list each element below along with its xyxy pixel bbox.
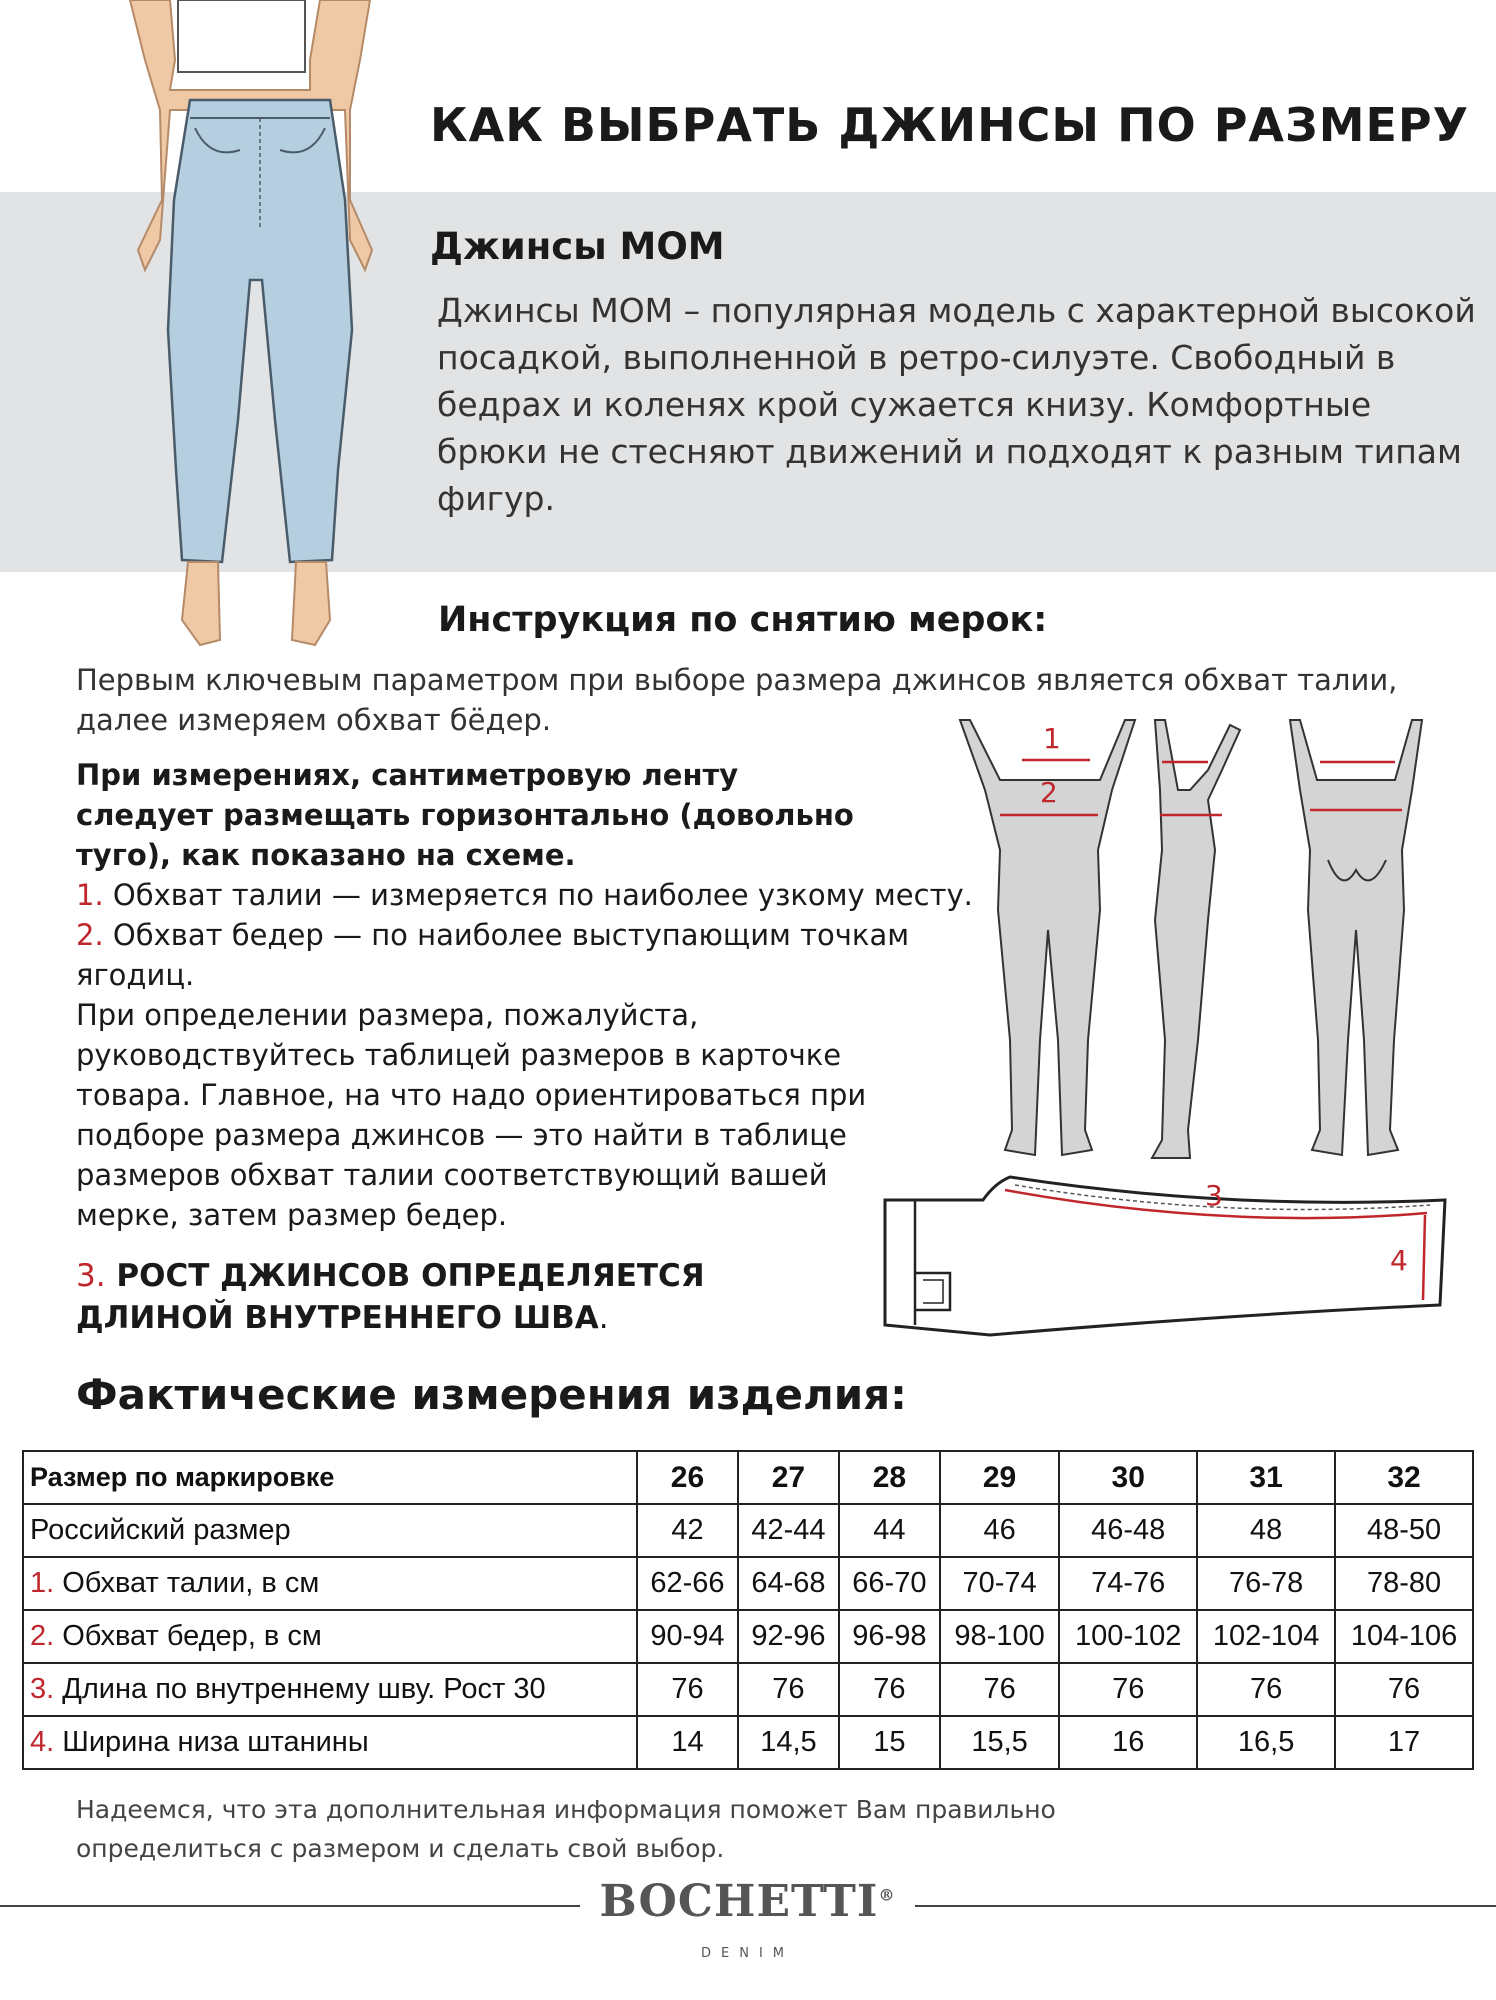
size-table (22, 1450, 1474, 1770)
table-cell: 48 (1197, 1504, 1335, 1557)
table-cell: 76 (1059, 1663, 1197, 1716)
table-cell: 98-100 (940, 1610, 1059, 1663)
inseam-note (76, 1255, 796, 1339)
row-label-text: Обхват талии, в см (54, 1567, 320, 1599)
inseam-note-text: РОСТ ДЖИНСОВ ОПРЕДЕЛЯЕТСЯ ДЛИНОЙ ВНУТРЕННЕГО ШВА (76, 1258, 705, 1336)
table-cell: 74-76 (1059, 1557, 1197, 1610)
table-cell: 46 (940, 1504, 1059, 1557)
table-cell: 44 (839, 1504, 940, 1557)
row-number: 2. (30, 1620, 55, 1652)
instructions-title: Инструкция по снятию мерок: (438, 600, 1048, 640)
table-cell: 42 (637, 1504, 738, 1557)
model-illustration (110, 0, 410, 660)
table-cell: 15,5 (940, 1716, 1059, 1769)
body-measurement-diagram (940, 710, 1460, 1180)
table-cell: 100-102 (1059, 1610, 1197, 1663)
table-cell: 76 (637, 1663, 738, 1716)
step-hips (76, 915, 936, 995)
table-cell: 15 (839, 1716, 940, 1769)
table-row (23, 1716, 1473, 1769)
step-number: 3. (76, 1258, 106, 1294)
table-cell: 76 (1335, 1663, 1473, 1716)
table-cell: 42-44 (738, 1504, 839, 1557)
table-cell: 76 (738, 1663, 839, 1716)
measure-label-4: 4 (1390, 1244, 1408, 1277)
table-cell: 76 (1197, 1663, 1335, 1716)
table-row (23, 1663, 1473, 1716)
registered-mark: ® (878, 1885, 896, 1905)
page-title: КАК ВЫБРАТЬ ДЖИНСЫ ПО РАЗМЕРУ (430, 98, 1470, 152)
table-cell: 104-106 (1335, 1610, 1473, 1663)
instructions-intro: Первым ключевым параметром при выборе размера джинсов является обхват талии, далее измеряем обхват бёдер. (76, 663, 1398, 737)
table-header-label: Размер по маркировке (23, 1451, 637, 1504)
table-cell: 64-68 (738, 1557, 839, 1610)
table-cell: 14,5 (738, 1716, 839, 1769)
inseam-note-end: . (598, 1300, 609, 1336)
table-cell: 76-78 (1197, 1557, 1335, 1610)
row-number: 1. (30, 1567, 55, 1599)
brand-name: BOCHETTI (599, 1876, 879, 1927)
table-cell: 66-70 (839, 1557, 940, 1610)
table-cell: 46-48 (1059, 1504, 1197, 1557)
size-header: 26 (637, 1451, 738, 1504)
size-header: 29 (940, 1451, 1059, 1504)
model-description: Джинсы MOM – популярная модель с характерной высокой посадкой, выполненной в ретро-силуэте. Свободный в бедрах и коленях крой сужается книзу. Комфортные брюки не стесняют движений и подходят к разным типам фигур. (437, 291, 1476, 518)
table-cell: 102-104 (1197, 1610, 1335, 1663)
jeans-flat-diagram (875, 1155, 1455, 1345)
table-cell: 96-98 (839, 1610, 940, 1663)
model-name: Джинсы MOM (430, 225, 725, 268)
table-cell: 70-74 (940, 1557, 1059, 1610)
step-text: Обхват бедер — по наиболее выступающим точкам ягодиц. (76, 918, 910, 992)
brand-subtitle: DENIM (701, 1946, 794, 1961)
table-cell: 62-66 (637, 1557, 738, 1610)
row-label-text: Ширина низа штанины (54, 1726, 369, 1758)
measure-note: При измерениях, сантиметровую ленту следует размещать горизонтально (довольно туго), как показано на схеме. (76, 758, 854, 872)
table-cell: 76 (940, 1663, 1059, 1716)
row-label (23, 1557, 637, 1610)
measure-label-3: 3 (1205, 1179, 1223, 1212)
table-row (23, 1610, 1473, 1663)
instructions-steps (76, 755, 976, 1235)
size-header: 32 (1335, 1451, 1473, 1504)
table-cell: 16 (1059, 1716, 1197, 1769)
table-cell: 48-50 (1335, 1504, 1473, 1557)
size-header: 28 (839, 1451, 940, 1504)
table-row (23, 1557, 1473, 1610)
size-header: 27 (738, 1451, 839, 1504)
row-label-text: Обхват бедер, в см (54, 1620, 322, 1652)
table-header-row (23, 1451, 1473, 1504)
row-label (23, 1663, 637, 1716)
brand-logo (580, 1876, 915, 1927)
size-header: 30 (1059, 1451, 1197, 1504)
row-label-text: Российский размер (30, 1514, 291, 1546)
row-number: 4. (30, 1726, 55, 1758)
divider (915, 1905, 1496, 1907)
table-cell: 76 (839, 1663, 940, 1716)
size-advice: При определении размера, пожалуйста, руководствуйтесь таблицей размеров в карточке товара. Главное, на что надо ориентироваться при подборе размера джинсов — это найти в таблице размеров обхват талии соответствующий вашей мерке, затем размер бедер. (76, 998, 867, 1232)
measure-label-1: 1 (1043, 722, 1061, 755)
table-cell: 78-80 (1335, 1557, 1473, 1610)
table-cell: 14 (637, 1716, 738, 1769)
row-label (23, 1504, 637, 1557)
size-header: 31 (1197, 1451, 1335, 1504)
row-label-text: Длина по внутреннему шву. Рост 30 (54, 1673, 546, 1705)
row-number: 3. (30, 1673, 55, 1705)
row-label (23, 1716, 637, 1769)
step-waist (76, 875, 996, 915)
measurements-title: Фактические измерения изделия: (76, 1370, 907, 1419)
measure-label-2: 2 (1040, 776, 1058, 809)
table-cell: 16,5 (1197, 1716, 1335, 1769)
step-number: 2. (76, 918, 104, 952)
row-label (23, 1610, 637, 1663)
footer-note: Надеемся, что эта дополнительная информация поможет Вам правильно определиться с размером и сделать свой выбор. (76, 1795, 1056, 1863)
table-cell: 92-96 (738, 1610, 839, 1663)
table-cell: 17 (1335, 1716, 1473, 1769)
table-row (23, 1504, 1473, 1557)
step-number: 1. (76, 878, 104, 912)
divider (0, 1905, 580, 1907)
table-cell: 90-94 (637, 1610, 738, 1663)
step-text: Обхват талии — измеряется по наиболее узкому месту. (112, 878, 973, 912)
